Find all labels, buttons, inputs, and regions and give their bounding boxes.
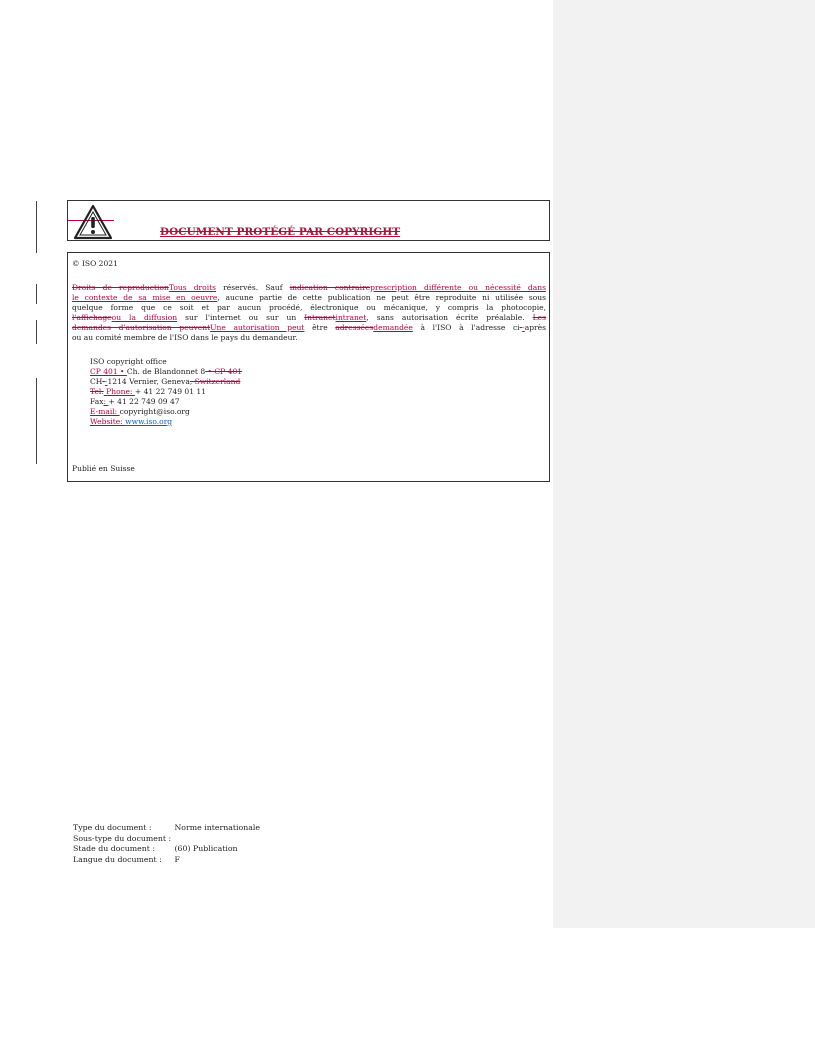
metadata-value: F bbox=[174, 855, 180, 865]
change-bar bbox=[36, 378, 37, 464]
body-text: à l'ISO à l'adresse ci bbox=[412, 323, 520, 332]
body-text: ou au comité membre de l'ISO dans le pays du demandeur. bbox=[72, 333, 298, 342]
body-text: copyright@iso.org bbox=[119, 407, 190, 416]
paragraph-line-3 bbox=[72, 303, 546, 313]
deleted-text: - bbox=[102, 377, 105, 386]
body-text: réservés. Sauf bbox=[216, 283, 290, 292]
deleted-text: , Switzerland bbox=[189, 377, 241, 386]
warning-title: DOCUMENT PROTÉGÉ PAR COPYRIGHT bbox=[160, 226, 401, 238]
body-text: , aucune partie de cette publication ne peut être reproduite ni utilisée sous bbox=[217, 293, 546, 302]
paragraph-line-2 bbox=[72, 293, 546, 303]
body-text: + 41 22 749 01 11 bbox=[134, 387, 207, 396]
body-text: être bbox=[304, 323, 336, 332]
address-office: ISO copyright office bbox=[90, 357, 167, 366]
body-text: CH bbox=[90, 377, 103, 386]
website-link[interactable]: www.iso.org bbox=[125, 417, 173, 426]
inserted-text: E-mail: bbox=[90, 407, 120, 416]
deleted-text: Tel. bbox=[90, 387, 104, 396]
address-phone bbox=[90, 387, 206, 397]
inserted-text: - bbox=[522, 323, 525, 332]
body-text: quelque forme que ce soit et par aucun procédé, électronique ou mécanique, y compris la photocopie, bbox=[72, 303, 546, 312]
metadata-row bbox=[73, 844, 260, 855]
inserted-text: Website: bbox=[90, 417, 126, 426]
comment-pane bbox=[553, 0, 815, 928]
inserted-text: Tous droits bbox=[168, 283, 217, 292]
inserted-text: Une autorisation peut bbox=[210, 323, 305, 332]
change-bar bbox=[36, 201, 37, 253]
copyright-warning-box bbox=[67, 200, 550, 241]
inserted-text: CP 401 • bbox=[90, 367, 127, 376]
address-street bbox=[90, 367, 242, 377]
metadata-value: Norme internationale bbox=[174, 823, 260, 832]
change-bar bbox=[36, 284, 37, 304]
body-text: , sans autorisation écrite préalable. bbox=[366, 313, 533, 322]
address-email bbox=[90, 407, 190, 417]
inserted-text: - bbox=[104, 377, 108, 386]
metadata-label: Stade du document : bbox=[73, 844, 156, 854]
body-text: après bbox=[524, 323, 546, 332]
inserted-text: intranet bbox=[335, 313, 367, 322]
copyright-line: © ISO 2021 bbox=[72, 259, 118, 268]
document-metadata bbox=[73, 823, 260, 866]
deleted-text: Droits de reproduction bbox=[72, 283, 169, 292]
deleted-text: Les bbox=[532, 313, 546, 322]
inserted-text: le contexte de sa mise en oeuvre bbox=[72, 293, 218, 302]
body-text: Ch. de Blandonnet 8 bbox=[126, 367, 206, 376]
inserted-text: prescription différente ou nécessité dans bbox=[370, 283, 546, 292]
body-text: sur l'internet ou sur un bbox=[177, 313, 305, 322]
metadata-row bbox=[73, 855, 260, 866]
warning-triangle-icon bbox=[73, 204, 113, 240]
body-text: 1214 Vernier, Geneva bbox=[107, 377, 190, 386]
deleted-text: - bbox=[519, 323, 523, 332]
metadata-row bbox=[73, 834, 260, 845]
body-text: Fax bbox=[90, 397, 104, 406]
inserted-text: ou la diffusion bbox=[111, 313, 178, 322]
paragraph-line-6 bbox=[72, 333, 298, 343]
published-line: Publié en Suisse bbox=[72, 464, 135, 473]
metadata-value: (60) Publication bbox=[174, 844, 238, 854]
deleted-text: adressées bbox=[335, 323, 374, 332]
inserted-text: demandée bbox=[373, 323, 413, 332]
metadata-label: Type du document : bbox=[73, 823, 152, 832]
paragraph-line-4 bbox=[72, 313, 546, 323]
address-city bbox=[90, 377, 240, 387]
body-text: + 41 22 749 09 47 bbox=[108, 397, 180, 406]
deleted-text: demandes d'autorisation peuvent bbox=[72, 323, 211, 332]
metadata-label: Langue du document : bbox=[73, 855, 162, 865]
copyright-notice-box bbox=[67, 252, 550, 482]
metadata-label: Sous-type du document : bbox=[73, 833, 172, 843]
inserted-text: : bbox=[103, 397, 109, 406]
address-website bbox=[90, 417, 172, 427]
address-fax bbox=[90, 397, 180, 407]
deleted-text: Intranet bbox=[304, 313, 336, 322]
deleted-text: l'affichage bbox=[72, 313, 112, 322]
metadata-row bbox=[73, 823, 260, 834]
paragraph-line-1 bbox=[72, 283, 546, 293]
inserted-text: Phone: bbox=[103, 387, 135, 396]
deleted-text: • CP 401 bbox=[205, 367, 243, 376]
deleted-text: indication contraire bbox=[289, 283, 371, 292]
change-bar bbox=[36, 320, 37, 344]
paragraph-line-5 bbox=[72, 323, 546, 333]
